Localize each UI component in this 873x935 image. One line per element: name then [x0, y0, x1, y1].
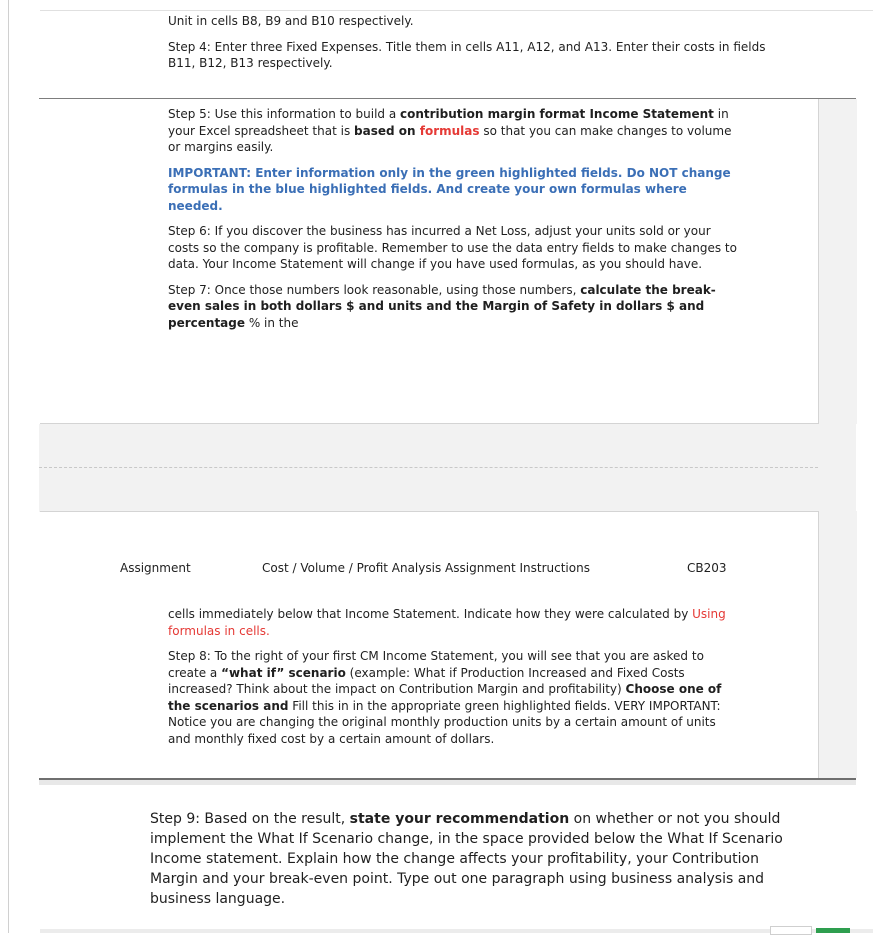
step9-text: Step 9: Based on the result, state your recommendation on whether or not you should implement the What If Scenario change, in the space provided below the What If Scenario Income statement. Explain how the change affects your profitability, your Contribution Margin and your break-even point. Type out one paragraph using business analysis and business language.: [150, 811, 783, 907]
step5-text: Step 5: Use this information to build a contribution margin format Income Statement in your Excel spreadsheet that is based on formulas so that you can make changes to volume or margins easily.: [168, 107, 732, 154]
page1-body: [168, 106, 738, 340]
page2-bottom-shade: [39, 780, 856, 785]
page-gap-dashed: [39, 467, 818, 468]
continuation-text: cells immediately below that Income Statement. Indicate how they were calculated by Using formulas in cells.: [168, 607, 726, 638]
step6-text: Step 6: If you discover the business has incurred a Net Loss, adjust your units sold or your costs so the company is profitable. Remember to use the data entry fields to make changes to data. Your Income Statement will change if you have used formulas, as you should have.: [168, 224, 737, 271]
top-line1: Unit in cells B8, B9 and B10 respectively.: [168, 14, 414, 28]
bottom-bar-green-button[interactable]: [816, 928, 850, 933]
footer-center: Cost / Volume / Profit Analysis Assignment Instructions: [262, 561, 590, 575]
top-hairline: [40, 10, 873, 11]
bottom-bar-button[interactable]: [770, 926, 812, 935]
top-section: [168, 13, 768, 81]
page1-top-divider: [39, 98, 856, 99]
left-border: [8, 0, 9, 933]
page-gap: [39, 424, 856, 512]
bottom-bar: [40, 929, 873, 933]
page2-body: [168, 606, 738, 756]
step8-text: Step 8: To the right of your first CM Income Statement, you will see that you are asked to create a “what if” scenario (example: What if Production Increased and Fixed Costs increased? Think about the impact on Contribution Margin and profitability) Choose one of the scenarios and Fill this in in the appropriate green highlighted fields. VERY IMPORTANT: Notice you are changing the original monthly production units by a certain amount of units and monthly fixed cost by a certain amount of dollars.: [168, 649, 722, 746]
important-note: IMPORTANT: Enter information only in the green highlighted fields. Do NOT change formulas in the blue highlighted fields. And create your own formulas where needed.: [168, 165, 731, 213]
footer-right: CB203: [687, 561, 727, 575]
page2-top-border: [40, 511, 818, 512]
page1-right-gutter: [818, 99, 857, 424]
page2-right-gutter: [818, 511, 857, 778]
page1-bottom-border: [40, 423, 818, 424]
footer-left: Assignment: [120, 561, 191, 575]
step4-text: Step 4: Enter three Fixed Expenses. Title them in cells A11, A12, and A13. Enter their costs in fields B11, B12, B13 respectively.: [168, 39, 766, 70]
step7-text: Step 7: Once those numbers look reasonable, using those numbers, calculate the break-even sales in both dollars $ and units and the Margin of Safety in dollars $ and percentage % in the: [168, 282, 716, 330]
